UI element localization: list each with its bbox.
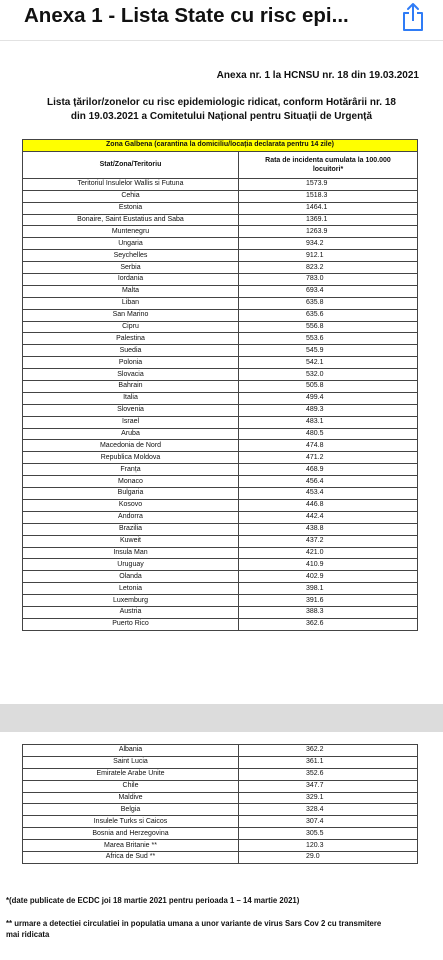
- table-row: [23, 285, 418, 297]
- table-row: [23, 404, 418, 416]
- annex-reference: Anexa nr. 1 la HCNSU nr. 18 din 19.03.2021: [216, 70, 419, 81]
- table-row: [23, 369, 418, 381]
- document-page-1: [0, 41, 443, 704]
- rate-cell: 1573.9: [239, 178, 418, 190]
- rate-cell: 1263.9: [239, 226, 418, 238]
- state-cell: Estonia: [23, 202, 239, 214]
- share-icon[interactable]: [400, 2, 426, 32]
- state-cell: Emiratele Arabe Unite: [23, 768, 239, 780]
- rate-cell: 635.8: [239, 297, 418, 309]
- rate-cell: 361.1: [239, 756, 418, 768]
- risk-table-page-1: [22, 139, 418, 631]
- table-row: [23, 523, 418, 535]
- rate-cell: 329.1: [239, 792, 418, 804]
- table-row: [23, 804, 418, 816]
- table-row: [23, 852, 418, 864]
- rate-cell: 532.0: [239, 369, 418, 381]
- table-row: [23, 606, 418, 618]
- table-row: [23, 476, 418, 488]
- table-row: [23, 321, 418, 333]
- state-cell: Monaco: [23, 476, 239, 488]
- table-row: [23, 381, 418, 393]
- rate-cell: 912.1: [239, 250, 418, 262]
- risk-table-page-2: [22, 744, 418, 864]
- state-cell: Cehia: [23, 190, 239, 202]
- heading-line-1: Lista țărilor/zonelor cu risc epidemiologic ridicat, conform Hotărârii nr. 18: [47, 97, 396, 108]
- table-row: [23, 499, 418, 511]
- rate-cell: 783.0: [239, 274, 418, 286]
- rate-cell: 635.6: [239, 309, 418, 321]
- state-cell: Luxemburg: [23, 595, 239, 607]
- table-row: [23, 464, 418, 476]
- table-row: [23, 392, 418, 404]
- rate-cell: 410.9: [239, 559, 418, 571]
- rate-cell: 437.2: [239, 535, 418, 547]
- rate-cell: 1518.3: [239, 190, 418, 202]
- rate-cell: 489.3: [239, 404, 418, 416]
- table-row: [23, 745, 418, 757]
- rate-cell: 499.4: [239, 392, 418, 404]
- state-cell: Muntenegru: [23, 226, 239, 238]
- state-cell: Republica Moldova: [23, 452, 239, 464]
- rate-cell: 438.8: [239, 523, 418, 535]
- rate-cell: 1464.1: [239, 202, 418, 214]
- state-cell: Bosnia and Herzegovina: [23, 828, 239, 840]
- state-cell: Albania: [23, 745, 239, 757]
- heading-line-2: din 19.03.2021 a Comitetului Național pentru Situații de Urgență: [70, 111, 373, 122]
- table-row: [23, 250, 418, 262]
- table-row: [23, 756, 418, 768]
- state-cell: Maldive: [23, 792, 239, 804]
- rate-cell: 542.1: [239, 357, 418, 369]
- document-page-2: [0, 732, 443, 960]
- table-row: [23, 595, 418, 607]
- state-cell: Kuweit: [23, 535, 239, 547]
- state-cell: Saint Lucia: [23, 756, 239, 768]
- rate-cell: 446.8: [239, 499, 418, 511]
- rate-cell: 453.4: [239, 488, 418, 500]
- rate-cell: 456.4: [239, 476, 418, 488]
- state-cell: San Marino: [23, 309, 239, 321]
- rate-cell: 362.2: [239, 745, 418, 757]
- table-row: [23, 452, 418, 464]
- rate-cell: 480.5: [239, 428, 418, 440]
- state-cell: Cipru: [23, 321, 239, 333]
- state-cell: Bahrain: [23, 381, 239, 393]
- state-cell: Bulgaria: [23, 488, 239, 500]
- state-cell: Olanda: [23, 571, 239, 583]
- table-row: [23, 547, 418, 559]
- state-cell: Letonia: [23, 583, 239, 595]
- rate-cell: 483.1: [239, 416, 418, 428]
- state-cell: Palestina: [23, 333, 239, 345]
- state-cell: Slovacia: [23, 369, 239, 381]
- rate-cell: 307.4: [239, 816, 418, 828]
- table-row: [23, 226, 418, 238]
- rate-cell: 29.0: [239, 852, 418, 864]
- rate-cell: 352.6: [239, 768, 418, 780]
- rate-cell: 545.9: [239, 345, 418, 357]
- rate-cell: 505.8: [239, 381, 418, 393]
- rate-cell: 388.3: [239, 606, 418, 618]
- table-row: [23, 214, 418, 226]
- state-cell: Insula Man: [23, 547, 239, 559]
- rate-cell: 328.4: [239, 804, 418, 816]
- rate-cell: 305.5: [239, 828, 418, 840]
- state-cell: Polonia: [23, 357, 239, 369]
- state-cell: Teritoriul Insulelor Wallis si Futuna: [23, 178, 239, 190]
- table-row: [23, 511, 418, 523]
- table-row: [23, 559, 418, 571]
- column-header-state: Stat/Zona/Teritoriu: [23, 151, 239, 178]
- top-bar: [0, 0, 443, 41]
- zone-label: Zona Galbena (carantina la domiciliu/locația declarata pentru 14 zile): [23, 140, 418, 152]
- state-cell: Franța: [23, 464, 239, 476]
- state-cell: Liban: [23, 297, 239, 309]
- table-row: [23, 571, 418, 583]
- state-cell: Malta: [23, 285, 239, 297]
- rate-cell: 556.8: [239, 321, 418, 333]
- table-row: [23, 816, 418, 828]
- state-cell: Belgia: [23, 804, 239, 816]
- list-heading: [8, 96, 435, 124]
- table-row: [23, 780, 418, 792]
- state-cell: Chile: [23, 780, 239, 792]
- table-row: [23, 178, 418, 190]
- state-cell: Bonaire, Saint Eustatius and Saba: [23, 214, 239, 226]
- rate-cell: 823.2: [239, 262, 418, 274]
- footnote-variants: [6, 918, 381, 940]
- state-cell: Marea Britanie **: [23, 840, 239, 852]
- table-row: [23, 440, 418, 452]
- state-cell: Slovenia: [23, 404, 239, 416]
- table-row: [23, 583, 418, 595]
- rate-cell: 553.6: [239, 333, 418, 345]
- page-gap: [0, 704, 443, 732]
- state-cell: Seychelles: [23, 250, 239, 262]
- table-row: [23, 262, 418, 274]
- rate-cell: 693.4: [239, 285, 418, 297]
- column-header-row: [23, 151, 418, 178]
- state-cell: Insulele Turks si Caicos: [23, 816, 239, 828]
- state-cell: Serbia: [23, 262, 239, 274]
- table-row: [23, 792, 418, 804]
- state-cell: Africa de Sud **: [23, 852, 239, 864]
- rate-cell: 474.8: [239, 440, 418, 452]
- rate-cell: 347.7: [239, 780, 418, 792]
- footnote-data-source: *(date publicate de ECDC joi 18 martie 2021 pentru perioada 1 – 14 martie 2021): [6, 896, 300, 905]
- state-cell: Austria: [23, 606, 239, 618]
- table-row: [23, 274, 418, 286]
- document-title: Anexa 1 - Lista State cu risc epi...: [24, 4, 349, 27]
- state-cell: Italia: [23, 392, 239, 404]
- state-cell: Kosovo: [23, 499, 239, 511]
- table-row: [23, 238, 418, 250]
- state-cell: Uruguay: [23, 559, 239, 571]
- rate-cell: 442.4: [239, 511, 418, 523]
- table-row: [23, 840, 418, 852]
- rate-cell: 934.2: [239, 238, 418, 250]
- state-cell: Suedia: [23, 345, 239, 357]
- rate-cell: 471.2: [239, 452, 418, 464]
- state-cell: Brazilia: [23, 523, 239, 535]
- table-row: [23, 309, 418, 321]
- footnote-variants-line-1: ** urmare a detectiei circulatiei in populatia umana a unor variante de virus Sars Cov 2 cu transmitere: [6, 919, 382, 928]
- table-row: [23, 190, 418, 202]
- state-cell: Puerto Rico: [23, 618, 239, 630]
- table-row: [23, 428, 418, 440]
- footnote-variants-line-2: mai ridicata: [6, 930, 50, 939]
- table-row: [23, 828, 418, 840]
- table-row: [23, 357, 418, 369]
- table-row: [23, 202, 418, 214]
- rate-cell: 421.0: [239, 547, 418, 559]
- rate-cell: 362.6: [239, 618, 418, 630]
- rate-cell: 402.9: [239, 571, 418, 583]
- column-header-rate: Rata de incidenta cumulata la 100.000 locuitori*: [239, 151, 418, 178]
- state-cell: Andorra: [23, 511, 239, 523]
- state-cell: Iordania: [23, 274, 239, 286]
- table-row: [23, 535, 418, 547]
- table-row: [23, 618, 418, 630]
- table-row: [23, 416, 418, 428]
- rate-cell: 398.1: [239, 583, 418, 595]
- rate-cell: 120.3: [239, 840, 418, 852]
- state-cell: Israel: [23, 416, 239, 428]
- rate-cell: 468.9: [239, 464, 418, 476]
- state-cell: Ungaria: [23, 238, 239, 250]
- rate-cell: 391.6: [239, 595, 418, 607]
- table-row: [23, 488, 418, 500]
- zone-header-row: [23, 140, 418, 152]
- state-cell: Aruba: [23, 428, 239, 440]
- table-row: [23, 345, 418, 357]
- rate-cell: 1369.1: [239, 214, 418, 226]
- state-cell: Macedonia de Nord: [23, 440, 239, 452]
- table-row: [23, 333, 418, 345]
- table-row: [23, 297, 418, 309]
- table-row: [23, 768, 418, 780]
